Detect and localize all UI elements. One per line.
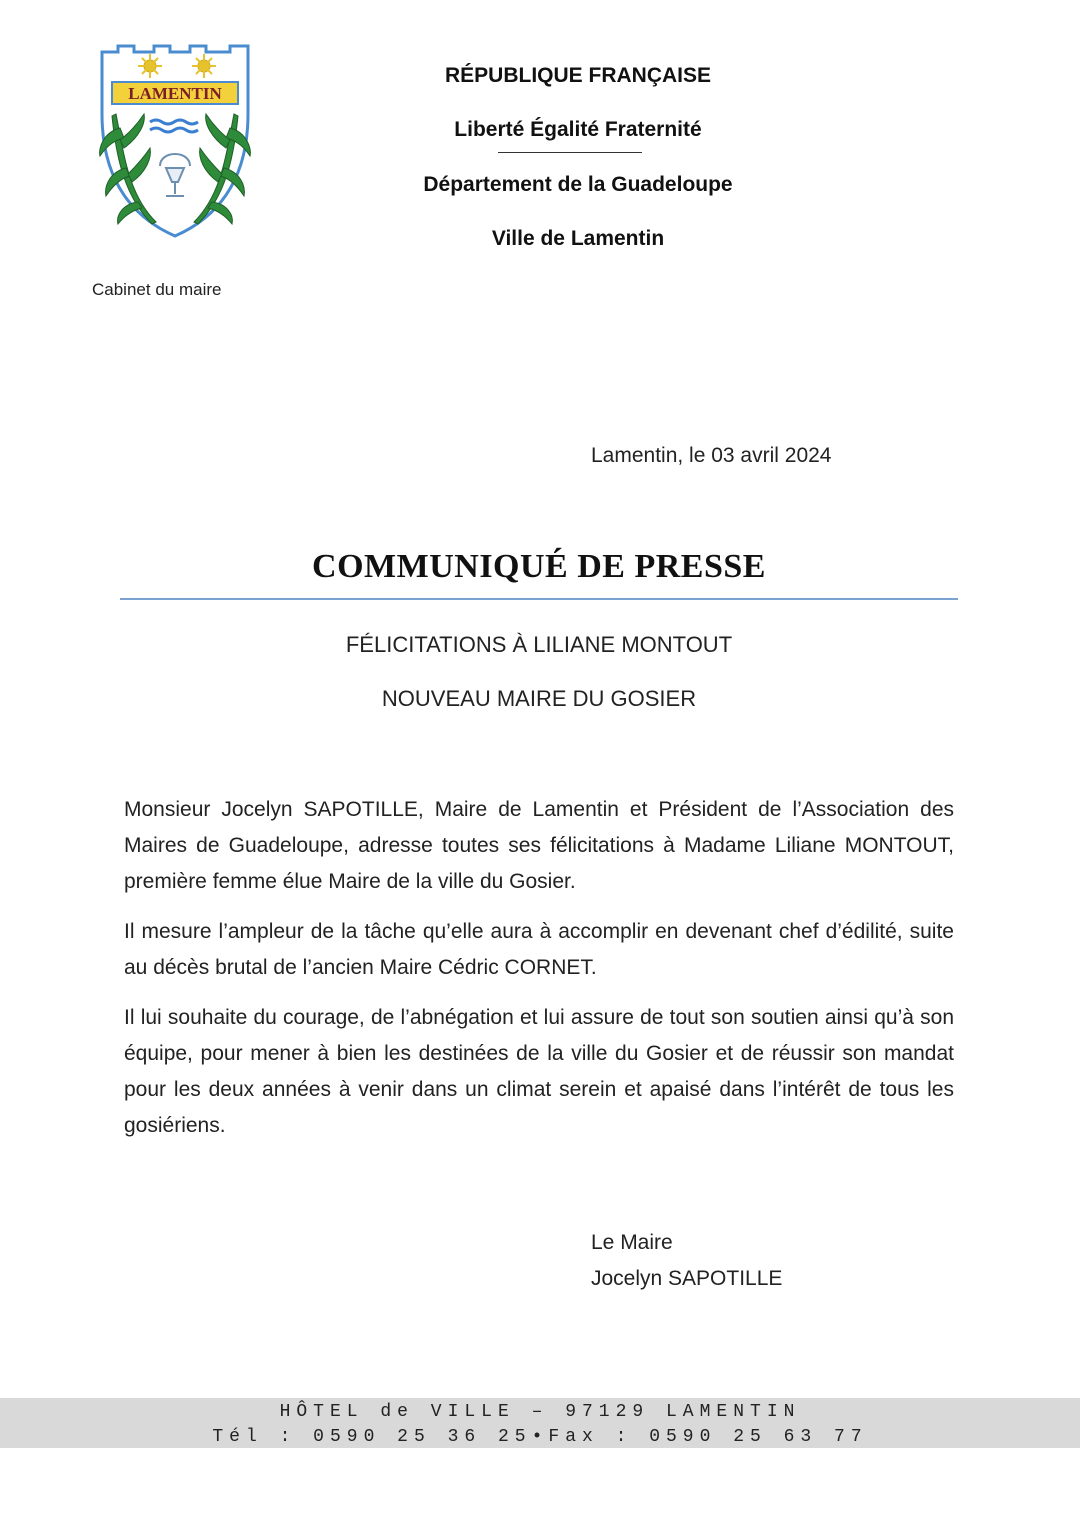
title-divider [120,598,958,600]
subtitle-line-2: NOUVEAU MAIRE DU GOSIER [381,686,697,711]
body-paragraph-1: Monsieur Jocelyn SAPOTILLE, Maire de Lamentin et Président de l’Association des Maires de Guadeloupe, adresse toutes ses félicitations à Madame Liliane MONTOUT, première femme élue Maire de la ville du Gosier. [124,798,954,893]
page-title: COMMUNIQUÉ DE PRESSE [312,548,766,585]
motto-heading: Liberté Égalité Fraternité [454,118,702,141]
signature-name: Jocelyn SAPOTILLE [591,1267,783,1290]
crest-banner-text: LAMENTIN [128,84,222,103]
office-label: Cabinet du maire [92,280,222,299]
footer-address: HÔTEL de VILLE – 97129 LAMENTIN [279,1402,801,1422]
document-date: Lamentin, le 03 avril 2024 [591,444,832,467]
body-paragraph-3: Il lui souhaite du courage, de l’abnégation et lui assure de tout son soutien ainsi qu’à son équipe, pour mener à bien les destinées de la ville du Gosier et de réussir son mandat pour les deux années à venir dans un climat serein et apaisé dans l’intérêt de tous les gosiériens. [124,1006,954,1137]
subtitle-line-1: FÉLICITATIONS À LILIANE MONTOUT [345,632,733,657]
department-heading: Département de la Guadeloupe [423,173,733,196]
body-paragraph-2: Il mesure l’ampleur de la tâche qu’elle aura à accomplir en devenant chef d’édilité, suite au décès brutal de l’ancien Maire Cédric CORNET. [124,920,954,979]
motto-divider [498,152,642,153]
lamentin-coat-of-arms [94,44,256,240]
signature-role: Le Maire [591,1231,673,1254]
press-release-body [124,792,954,1158]
footer-phone-fax: Tél : 0590 25 36 25•Fax : 0590 25 63 77 [212,1427,868,1447]
city-heading: Ville de Lamentin [491,227,665,250]
republic-heading: RÉPUBLIQUE FRANÇAISE [444,64,712,87]
